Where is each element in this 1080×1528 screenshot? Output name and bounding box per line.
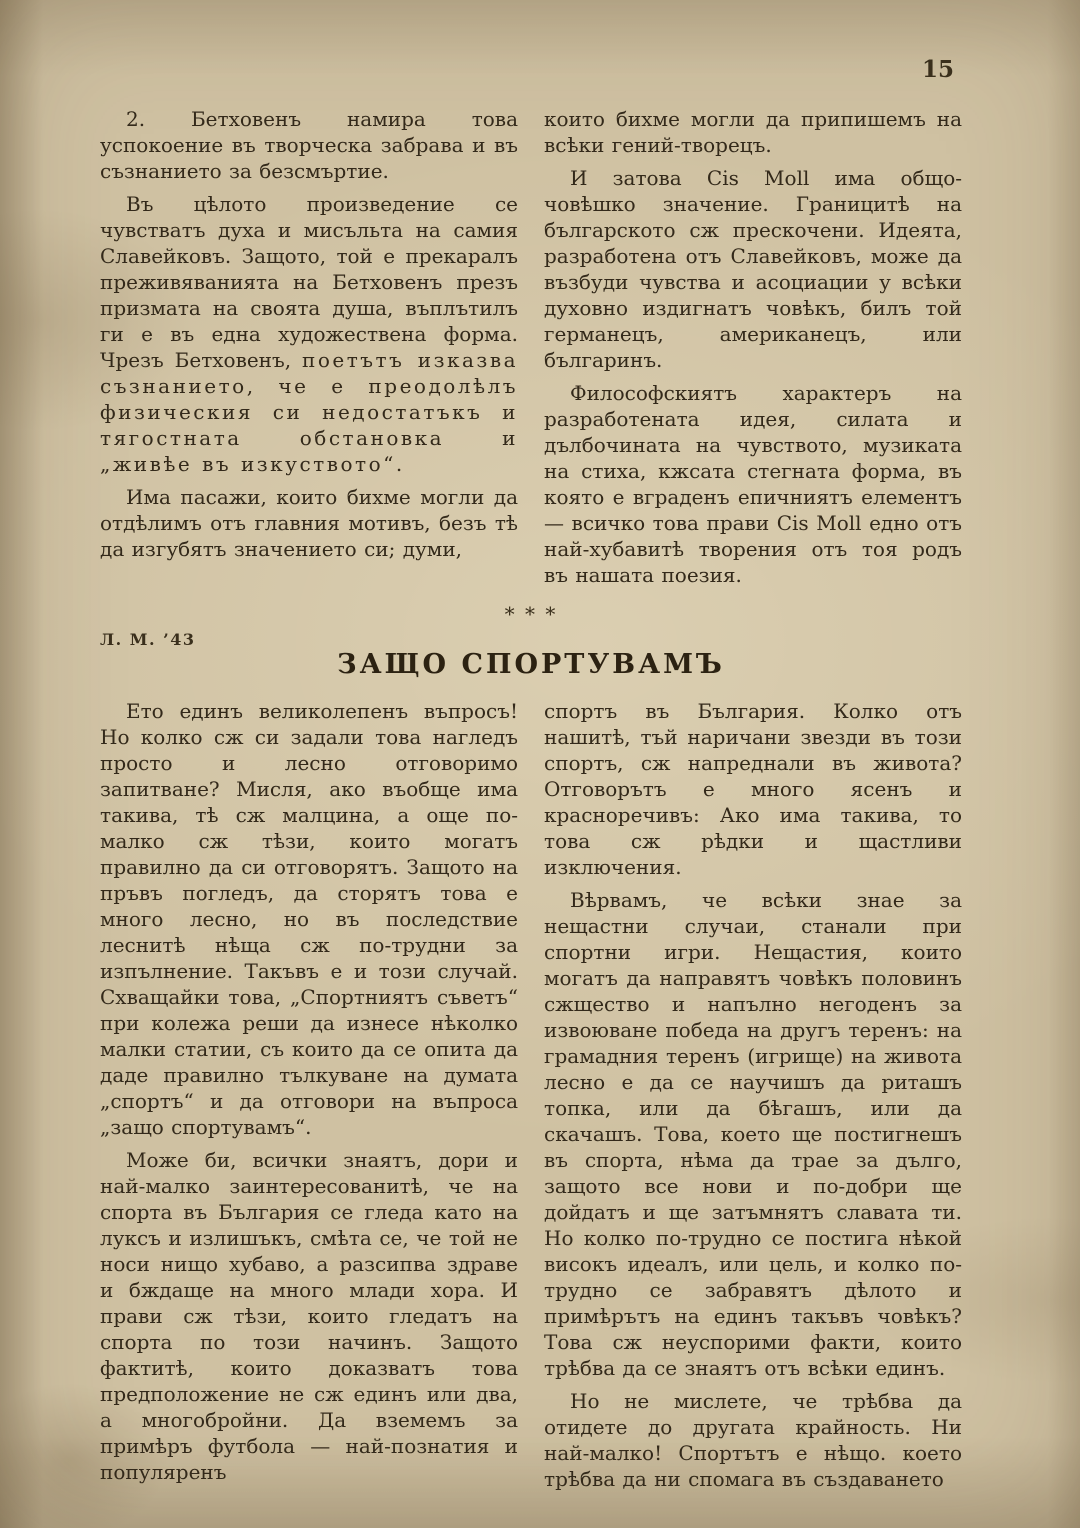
paragraph [100,484,518,562]
article-title: ЗАЩО СПОРТУВАМЪ [337,649,725,680]
paragraph [544,380,962,588]
paragraph [544,1388,962,1492]
author-signature: Л. М. ’43 [100,630,196,649]
text-segment: спортъ въ България. Колко отъ нашитѣ, тъй наричани звезди въ този спортъ, сж напреднали въ живота? Отговорътъ е много ясенъ и красноречивъ: Ако има такива, то това сж рѣдки и щастливи изключения. [544,699,962,879]
text-segment: Може би, всички знаятъ, дори и най-малко заинтересованитѣ, че на спорта въ България се гледа като на луксъ и излишъкъ, смѣта се, че той не носи нищо хубаво, а разсипва здраве и бждаще на много млади хора. И прави сж тѣзи, които гледатъ на спорта по този начинъ. Защото фактитѣ, които доказватъ това предположение не сж единъ или два, а многобройни. Да вземемъ за примѣръ футбола — най-познатия и популяренъ [100,1148,518,1484]
text-segment: Има пасажи, които бихме могли да отдѣлимъ отъ главния мотивъ, безъ тѣ да изгубятъ значението си; думи, [100,485,518,561]
text-segment: Ето единъ великолепенъ въпросъ! Но колко сж си задали това нагледъ просто и лесно отговоримо запитване? Мисля, ако въобще има такива, тѣ сж малцина, а още по-малко сж тѣзи, които могатъ правилно да си отговорятъ. Защото на пръвъ погледъ, да сторятъ това е много лесно, но въ последствие леснитѣ нѣща сж по-трудни за изпълнение. Такъвъ е и този случай. Схващайки това, „Спортниятъ съветъ“ при колежа реши да изнесе нѣколко малки статии, съ които да се опита да даде правилно тълкуване на думата „спортъ“ и да отговори на въпроса „защо спортувамъ“. [100,699,518,1139]
text-segment: 2. Бетховенъ намира това успокоение въ творческа забрава и въ съзнанието за безсмъртие. [100,107,518,183]
top-left-column [100,106,518,588]
section-separator: * * * [504,602,558,626]
letterspaced-emphasis-text: поетътъ изказва съзнанието, че е преодолѣлъ физическия си недостатъкъ и тягостната обстановка и „живѣе въ изкуството“. [100,348,519,476]
paragraph [544,165,962,373]
paragraph [544,698,962,880]
article-header-block [100,602,962,680]
page-number: 15 [921,56,954,83]
paragraph [100,191,518,477]
top-right-column [544,106,962,588]
article-body-section [100,698,962,1492]
paragraph [544,106,962,158]
paragraph [100,106,518,184]
paragraph [544,887,962,1381]
top-article-section [100,106,962,588]
text-segment: Вѣрвамъ, че всѣки знае за нещастни случаи, станали при спортни игри. Нещастия, които могатъ да направятъ човѣкъ половинъ сжщество и напълно негоденъ за извоюване победа на другъ теренъ: на грамадния теренъ (игрище) на живота лесно е да се научишъ да риташъ топка, или да бѣгашъ, или да скачашъ. Това, което ще постигнешъ въ спорта, нѣма да трае за дълго, защото все нови и по-добри ще дойдатъ и ще затъмнятъ славата ти. Но колко по-трудно се постига нѣкой високъ идеалъ, или цель, и колко по-трудно се забравятъ дѣлото и примѣрътъ на единъ такъвъ човѣкъ? Това сж неуспорими факти, които трѣбва да се знаятъ отъ всѣки единъ. [544,888,962,1380]
text-segment: Философскиятъ характеръ на разработената идея, силата и дълбочината на чувството, музиката на стиха, кжсата стегната форма, въ която е вграденъ епичниятъ елементъ — всичко това прави Cis Moll едно отъ най-хубавитѣ творения отъ тоя родъ въ нашата поезия. [544,381,962,587]
article-right-column [544,698,962,1492]
text-segment: Въ цѣлото произведение се чувстватъ духа и мисъльта на самия Славейковъ. Защото, той е прекаралъ преживяванията на Бетховенъ презъ призмата на своята душа, въплътилъ ги е въ една художествена форма. Чрезъ Бетховенъ, [100,192,518,372]
text-segment: И затова Cis Moll има общо-човѣшко значение. Границитѣ на българското сж прескочени. Идеята, разработена отъ Славейковъ, може да възбуди чувства и асоциации у всѣки духовно издигнатъ човѣкъ, билъ той германецъ, американецъ, или българинъ. [544,166,962,372]
text-segment: които бихме могли да припишемъ на всѣки гений-творецъ. [544,107,962,157]
paragraph [100,698,518,1140]
paragraph [100,1147,518,1485]
article-left-column [100,698,518,1492]
text-segment: Но не мислете, че трѣбва да отидете до другата крайность. Ни най-малко! Спортътъ е нѣщо. което трѣбва да ни спомага въ създаването [544,1389,962,1491]
